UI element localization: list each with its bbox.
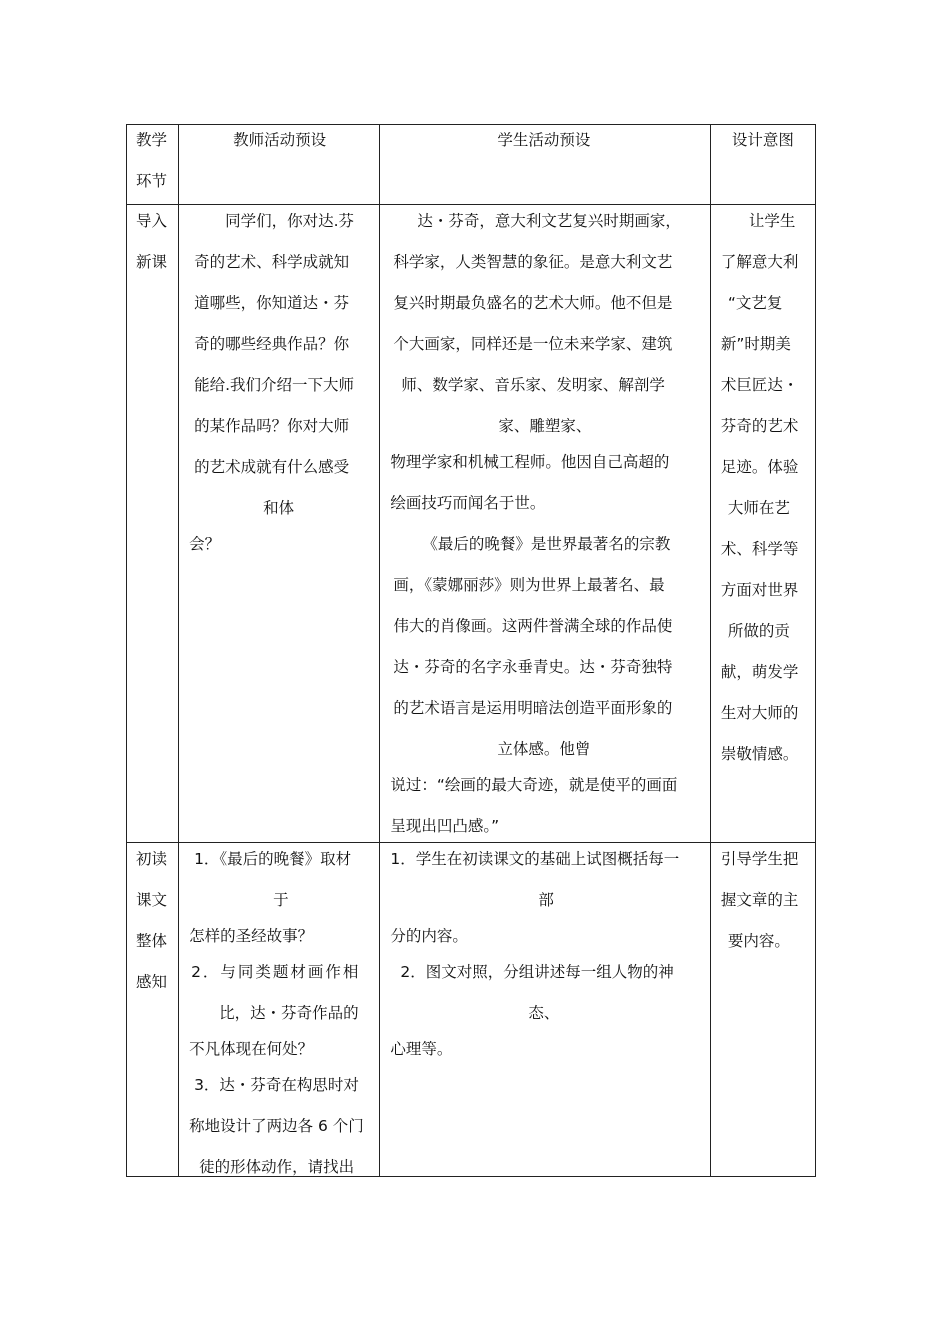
header-teacher: 教师活动预设 xyxy=(233,131,327,149)
header-teacher-cell xyxy=(179,125,380,205)
row1-student-line: 呈现出凹凸感。” xyxy=(390,817,500,835)
row1-student-line: 科学家，人类智慧的象征。是意大利文艺 xyxy=(393,253,673,271)
row1-design-line: 献，萌发学 xyxy=(720,663,799,681)
row1-design-line: 新”时期美 xyxy=(720,335,791,353)
row1-student-line: 物理学家和机械工程师。他因自己高超的 xyxy=(390,453,670,471)
row1-design-line: 大师在艺 xyxy=(727,499,790,517)
row1-student-line: 家、雕塑家、 xyxy=(498,417,592,435)
row1-student-line: 达・芬奇的名字永垂青史。达・芬奇独特 xyxy=(393,658,673,676)
header-design: 设计意图 xyxy=(731,131,794,149)
row1-design-line: 足迹。体验 xyxy=(720,458,799,476)
row2-teacher-cell xyxy=(179,843,380,1177)
header-stage-line: 教学 xyxy=(136,131,168,149)
row1-design-line: 了解意大利 xyxy=(720,253,799,271)
row2-student-line: 部 xyxy=(538,891,554,909)
row1-stage-line: 导入 xyxy=(136,212,168,230)
row1-teacher-line: 道哪些，你知道达・芬 xyxy=(194,294,350,312)
row2-student-line: 分的内容。 xyxy=(390,927,468,945)
row2-teacher-line: 比，达・芬奇作品的 xyxy=(219,1004,359,1022)
row1-student-line: 说过：“绘画的最大奇迹，就是使平的画面 xyxy=(390,776,678,794)
row1-student-line: 立体感。他曾 xyxy=(497,740,591,758)
row1-teacher-line: 会？ xyxy=(189,535,221,553)
table-row-intro xyxy=(127,205,816,843)
header-stage-cell xyxy=(127,125,179,205)
row1-teacher-line: 奇的艺术、科学成就知 xyxy=(194,253,350,271)
row2-stage-line: 初读 xyxy=(136,850,168,868)
row2-design-line: 握文章的主 xyxy=(720,891,799,909)
row2-teacher-line: 不凡体现在何处？ xyxy=(189,1040,314,1058)
row1-teacher-line: 同学们，你对达.芬 xyxy=(225,212,354,230)
row1-stage-line: 新课 xyxy=(136,253,168,271)
header-student-cell xyxy=(380,125,710,205)
row1-student-line: 画，《蒙娜丽莎》则为世界上最著名、最 xyxy=(393,576,665,594)
row1-design-line: 术巨匠达・ xyxy=(720,376,799,394)
row1-student-cell xyxy=(380,205,710,843)
row1-design-line: 所做的贡 xyxy=(727,622,790,640)
lesson-plan-table xyxy=(126,124,816,1177)
row1-teacher-line: 能给.我们介绍一下大师 xyxy=(194,376,354,394)
row1-teacher-line: 的艺术成就有什么感受 xyxy=(194,458,350,476)
row2-student-line: 1．学生在初读课文的基础上试图概括每一 xyxy=(390,850,680,868)
row2-design-line: 引导学生把 xyxy=(720,850,799,868)
row1-student-line: 伟大的肖像画。这两件誉满全球的作品使 xyxy=(393,617,673,635)
row2-teacher-line: 怎样的圣经故事？ xyxy=(189,927,314,945)
row2-student-line: 2．图文对照，分组讲述每一组人物的神 xyxy=(400,963,674,981)
row1-student-line: 个大画家，同样还是一位未来学家、建筑 xyxy=(393,335,673,353)
row2-student-cell xyxy=(380,843,710,1177)
row2-student-line: 态、 xyxy=(528,1004,560,1022)
row2-stage-cell xyxy=(127,843,179,1177)
row1-teacher-line: 奇的哪些经典作品？你 xyxy=(194,335,350,353)
row1-design-line: 术、科学等 xyxy=(720,540,799,558)
row2-teacher-line: 于 xyxy=(273,891,289,909)
row1-design-line: 生对大师的 xyxy=(720,704,799,722)
row1-student-line: 的艺术语言是运用明暗法创造平面形象的 xyxy=(393,699,673,717)
row1-student-line: 《最后的晚餐》是世界最著名的宗教 xyxy=(422,535,671,553)
row1-design-line: 芬奇的艺术 xyxy=(720,417,799,435)
header-design-cell xyxy=(710,125,815,205)
header-stage-line: 环节 xyxy=(136,172,168,190)
row1-design-line: 崇敬情感。 xyxy=(720,745,799,763)
row1-student-line: 绘画技巧而闻名于世。 xyxy=(390,494,546,512)
row2-teacher-line: 徒的形体动作，请找出 xyxy=(199,1158,355,1176)
row2-stage-line: 整体 xyxy=(136,932,168,950)
row2-design-cell xyxy=(710,843,815,1177)
row1-student-line: 师、数学家、音乐家、发明家、解剖学 xyxy=(401,376,665,394)
row1-design-line: “文艺复 xyxy=(727,294,783,312)
table-row-reading xyxy=(127,843,816,1177)
table-header-row xyxy=(127,125,816,205)
row2-stage-line: 感知 xyxy=(136,973,168,991)
header-student: 学生活动预设 xyxy=(497,131,591,149)
row1-design-cell xyxy=(710,205,815,843)
row2-teacher-line: 2．与同类题材画作相 xyxy=(191,963,361,981)
row1-stage-cell xyxy=(127,205,179,843)
row1-student-line: 达・芬奇，意大利文艺复兴时期画家， xyxy=(417,212,681,230)
row1-teacher-line: 的某作品吗？你对大师 xyxy=(194,417,350,435)
row1-design-line: 方面对世界 xyxy=(720,581,799,599)
row2-teacher-line: 称地设计了两边各 6 个门 xyxy=(189,1117,364,1135)
row1-student-line: 复兴时期最负盛名的艺术大师。他不但是 xyxy=(393,294,673,312)
row2-student-line: 心理等。 xyxy=(390,1040,453,1058)
row1-teacher-cell xyxy=(179,205,380,843)
row1-teacher-line: 和体 xyxy=(263,499,295,517)
row2-stage-line: 课文 xyxy=(136,891,168,909)
row1-design-line: 让学生 xyxy=(748,212,796,230)
row2-teacher-line: 3．达・芬奇在构思时对 xyxy=(194,1076,359,1094)
row2-teacher-line: 1．《最后的晚餐》取材 xyxy=(194,850,352,868)
row2-design-line: 要内容。 xyxy=(727,932,790,950)
